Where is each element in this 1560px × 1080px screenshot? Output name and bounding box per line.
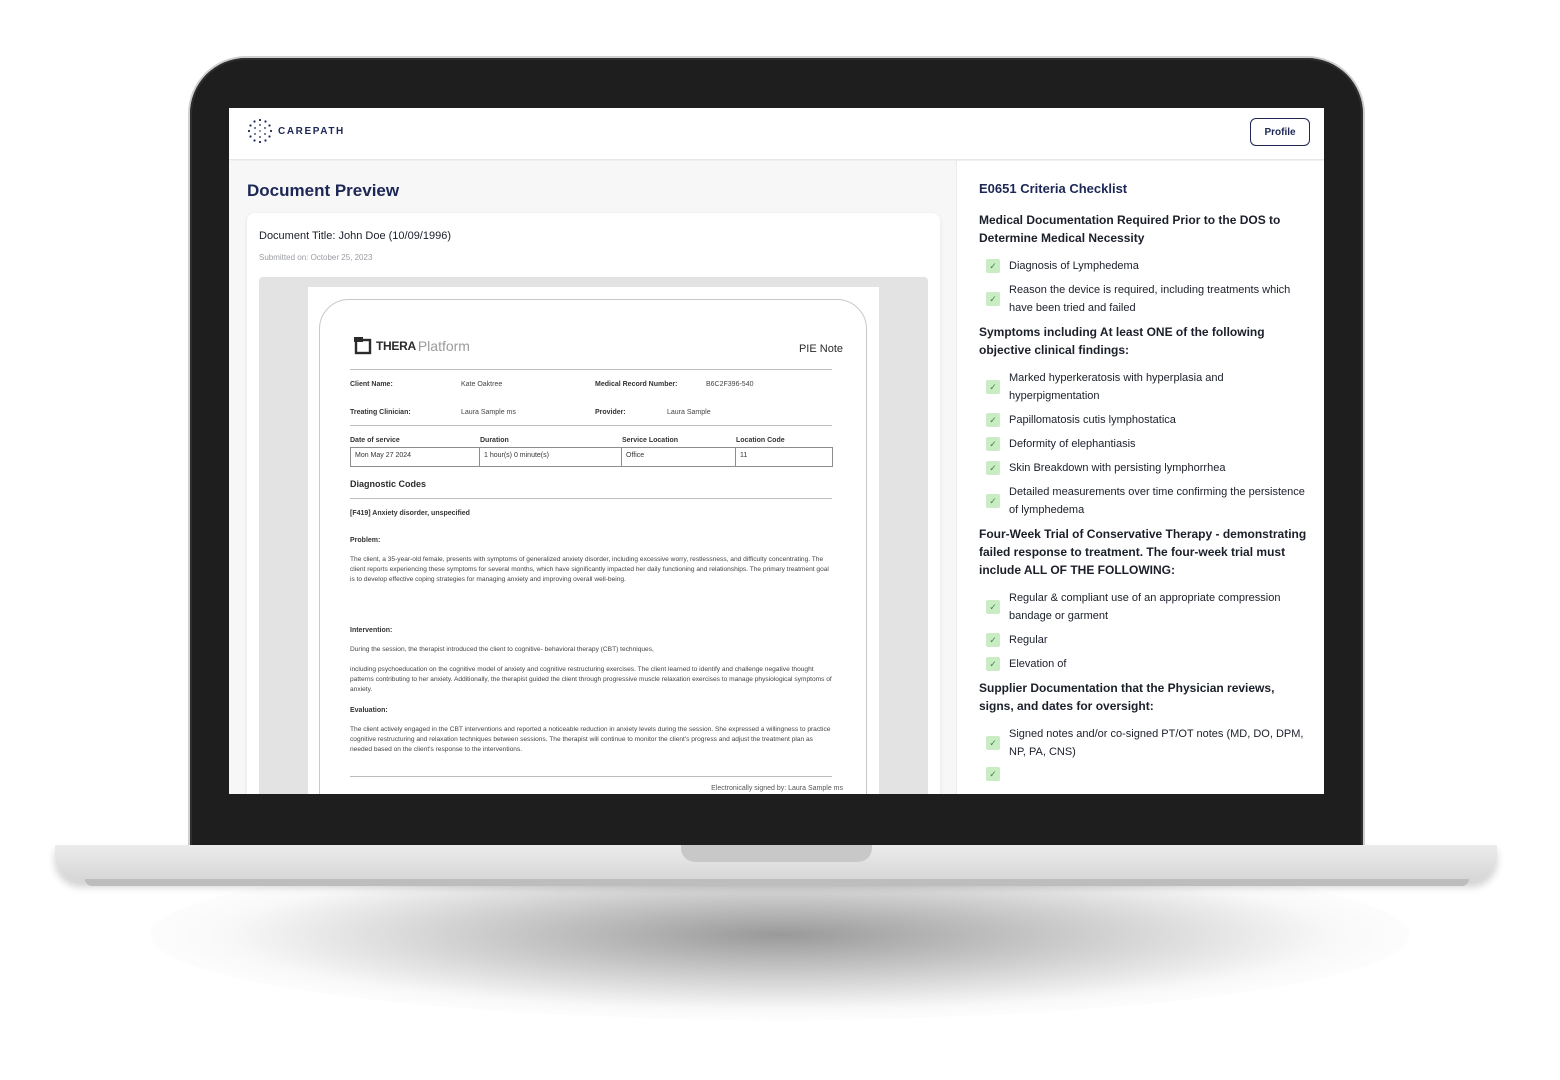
check-icon[interactable]: ✓ xyxy=(986,461,1000,475)
table-header-location: Service Location xyxy=(622,437,679,444)
provider-value: Laura Sample xyxy=(667,409,711,416)
checklist-item[interactable] xyxy=(986,369,1309,405)
table-header-duration: Duration xyxy=(480,437,509,444)
checklist-item-label: Marked hyperkeratosis with hyperplasia and hyperpigmentation xyxy=(1009,372,1224,402)
check-icon[interactable]: ✓ xyxy=(986,767,1000,781)
clinician-value: Laura Sample ms xyxy=(461,409,516,416)
pdf-viewer[interactable] xyxy=(259,277,928,794)
check-icon[interactable]: ✓ xyxy=(986,380,1000,394)
diagnostic-code: [F419] Anxiety disorder, unspecified xyxy=(350,510,470,517)
checklist-section-heading: Medical Documentation Required Prior to the DOS to Determine Medical Necessity xyxy=(979,213,1281,245)
pdf-divider xyxy=(350,776,832,777)
mrn-label: Medical Record Number: xyxy=(595,381,678,388)
document-card xyxy=(247,213,940,794)
mrn-value: B6C2F396-540 xyxy=(706,381,754,388)
app-screen xyxy=(229,108,1324,794)
checklist-item[interactable] xyxy=(986,589,1309,625)
check-icon[interactable]: ✓ xyxy=(986,259,1000,273)
check-icon[interactable]: ✓ xyxy=(986,736,1000,750)
checklist-item[interactable] xyxy=(986,257,1309,275)
checklist-item[interactable] xyxy=(986,655,1309,673)
checklist-item-label: Regular xyxy=(1009,634,1048,646)
theraplatform-logo-light: Platform xyxy=(417,338,470,354)
checklist-section-heading: Four-Week Trial of Conservative Therapy - demonstrating failed response to treatment. The four-week trial must include ALL OF THE FOLLOWING: xyxy=(979,527,1307,577)
check-icon[interactable]: ✓ xyxy=(986,292,1000,306)
brand-name: CAREPATH xyxy=(278,125,345,137)
pdf-divider xyxy=(350,498,832,499)
profile-button[interactable]: Profile xyxy=(1250,118,1310,146)
checklist-item-label: Reason the device is required, including treatments which have been tried and failed xyxy=(1009,284,1291,314)
theraplatform-logo xyxy=(354,337,470,355)
check-icon[interactable]: ✓ xyxy=(986,600,1000,614)
theraplatform-logo-bold: THERA xyxy=(376,339,416,353)
table-header-date: Date of service xyxy=(350,437,400,444)
service-location: Office xyxy=(622,448,736,466)
checklist-section-heading: Supplier Documentation that the Physician reviews, signs, and dates for oversight: xyxy=(979,681,1275,713)
check-icon[interactable]: ✓ xyxy=(986,633,1000,647)
problem-heading: Problem: xyxy=(350,537,381,544)
checklist-item[interactable] xyxy=(986,767,1309,781)
laptop-base-lip xyxy=(85,879,1469,886)
pdf-page xyxy=(308,287,879,794)
service-date: Mon May 27 2024 xyxy=(351,448,480,466)
checklist-item[interactable] xyxy=(986,483,1309,519)
evaluation-heading: Evaluation: xyxy=(350,707,388,714)
pdf-page-border xyxy=(319,299,867,794)
electronic-signature: Electronically signed by: Laura Sample ms xyxy=(711,785,843,792)
document-preview-panel xyxy=(229,161,955,794)
check-icon[interactable]: ✓ xyxy=(986,657,1000,671)
check-icon[interactable]: ✓ xyxy=(986,494,1000,508)
diagnostic-codes-heading: Diagnostic Codes xyxy=(350,479,427,489)
checklist-item[interactable] xyxy=(986,459,1309,477)
submitted-date: Submitted on: October 25, 2023 xyxy=(259,253,373,262)
checklist-title: E0651 Criteria Checklist xyxy=(979,181,1128,196)
checklist-item-label: Detailed measurements over time confirming the persistence of lymphedema xyxy=(1009,486,1305,516)
checklist-item[interactable] xyxy=(986,725,1309,761)
checklist-item[interactable] xyxy=(986,411,1309,429)
checklist-item-label: Papillomatosis cutis lymphostatica xyxy=(1009,414,1176,426)
evaluation-text: The client actively engaged in the CBT interventions and reported a noticeable reduction in anxiety levels during the session. She expressed a willingness to practice cognitive restructuring and relaxation techniques between sessions. The therapist will continue to monitor the client's progress and adjust the treatment plan as needed based on the client's response to the interventions. xyxy=(350,726,831,753)
checklist-item[interactable] xyxy=(986,631,1309,649)
client-name-value: Kate Oaktree xyxy=(461,381,503,388)
laptop-notch xyxy=(681,845,872,862)
checklist-item[interactable] xyxy=(986,435,1309,453)
checklist-sections xyxy=(979,211,1309,787)
criteria-checklist-panel xyxy=(956,161,1324,794)
checklist-item-label: Diagnosis of Lymphedema xyxy=(1009,260,1139,272)
service-location-code: 11 xyxy=(740,452,748,459)
provider-label: Provider: xyxy=(595,409,626,416)
service-duration: 1 hour(s) 0 minute(s) xyxy=(480,448,622,466)
client-name-label: Client Name: xyxy=(350,381,393,388)
clinician-label: Treating Clinician: xyxy=(350,409,411,416)
service-table-row xyxy=(350,447,833,467)
checklist-item-label: Elevation of xyxy=(1009,658,1067,670)
note-type: PIE Note xyxy=(798,343,843,355)
pdf-divider xyxy=(350,425,832,426)
intervention-text-2: including psychoeducation on the cognitive model of anxiety and cognitive restructuring exercises. The client learned to identify and challenge negative thought patterns contributing to her anxiety. Additionally, the therapist guided the client through progressive muscle relaxation exercises to manage physiological symptoms of anxiety. xyxy=(350,666,832,693)
checklist-item-label: Regular & compliant use of an appropriate compression bandage or garment xyxy=(1009,592,1281,622)
table-header-location-code: Location Code xyxy=(736,437,785,444)
checklist-section-heading: Symptoms including At least ONE of the following objective clinical findings: xyxy=(979,325,1265,357)
intervention-text-1: During the session, the therapist introduced the client to cognitive- behavioral therapy (CBT) techniques, xyxy=(350,646,654,653)
intervention-heading: Intervention: xyxy=(350,627,393,634)
check-icon[interactable]: ✓ xyxy=(986,413,1000,427)
check-icon[interactable]: ✓ xyxy=(986,437,1000,451)
checklist-item-label: Signed notes and/or co-signed PT/OT notes (MD, DO, DPM, NP, PA, CNS) xyxy=(1009,728,1304,758)
carepath-logo-icon xyxy=(247,118,273,144)
checklist-item-label: Skin Breakdown with persisting lymphorrhea xyxy=(1009,462,1226,474)
theraplatform-logo-icon xyxy=(354,337,374,355)
problem-text: The client, a 35-year-old female, presents with symptoms of generalized anxiety disorder, including excessive worry, restlessness, and difficulty concentrating. The client reports experiencing these symptoms for several months, which have significantly impacted her daily functioning and relationships. The primary treatment goal is to develop effective coping strategies for managing anxiety and improving overall well-being. xyxy=(350,556,829,583)
pdf-divider xyxy=(350,369,832,370)
page-title: Document Preview xyxy=(247,181,400,200)
checklist-item-label: Deformity of elephantiasis xyxy=(1009,438,1136,450)
top-navigation-bar xyxy=(229,108,1324,160)
carepath-logo[interactable] xyxy=(247,118,345,144)
checklist-item[interactable] xyxy=(986,281,1309,317)
document-title: Document Title: John Doe (10/09/1996) xyxy=(259,230,452,242)
